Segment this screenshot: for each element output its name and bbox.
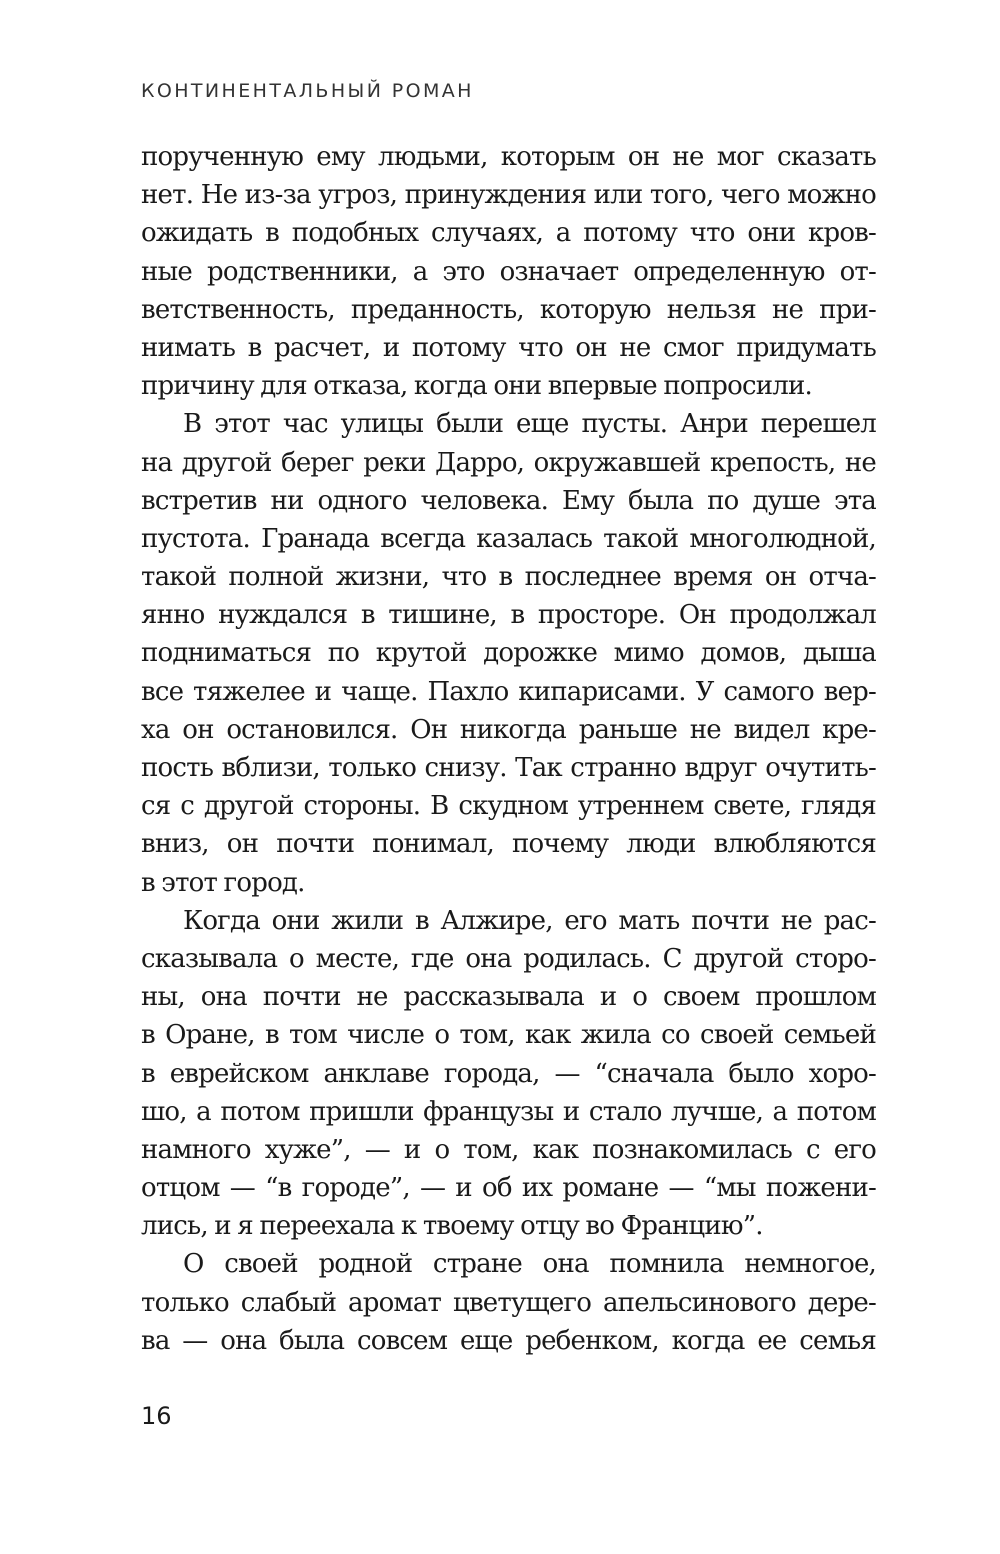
body-text xyxy=(141,138,876,1360)
text-line: встретив ни одного человека. Ему была по душе эта xyxy=(141,485,876,516)
text-line: такой полной жизни, что в последнее время он отча- xyxy=(141,562,876,593)
text-line: в этот город. xyxy=(141,867,305,898)
text-line: ва — она была совсем еще ребенком, когда ее семья xyxy=(141,1325,876,1356)
text-line: ны, она почти не рассказывала и о своем прошлом xyxy=(141,982,876,1013)
text-line: В этот час улицы были еще пусты. Анри перешел xyxy=(183,409,876,440)
text-line: ха он остановился. Он никогда раньше не видел кре- xyxy=(141,714,876,745)
text-line: пустота. Гранада всегда казалась такой многолюдной, xyxy=(141,523,876,554)
text-line: лись, и я переехала к твоему отцу во Францию”. xyxy=(141,1211,763,1242)
page-number: 16 xyxy=(141,1402,172,1430)
text-line: только слабый аромат цветущего апельсинового дере- xyxy=(141,1287,876,1318)
text-line: шо, а потом пришли французы и стало лучше, а потом xyxy=(141,1096,876,1127)
text-line: намного хуже”, — и о том, как познакомилась с его xyxy=(141,1134,876,1165)
text-line: порученную ему людьми, которым он не мог сказать xyxy=(141,142,876,172)
text-line: Когда они жили в Алжире, его мать почти не рас- xyxy=(183,905,876,936)
text-line: все тяжелее и чаще. Пахло кипарисами. У самого вер- xyxy=(141,676,876,707)
text-line: вниз, он почти понимал, почему люди влюбляются xyxy=(141,829,876,860)
text-line: ветственность, преданность, которую нельзя не при- xyxy=(141,294,876,325)
text-line: О своей родной стране она помнила немногое, xyxy=(183,1249,876,1280)
running-header: КОНТИНЕНТАЛЬНЫЙ РОМАН xyxy=(141,80,474,102)
text-line: янно нуждался в тишине, в просторе. Он продолжал xyxy=(141,600,876,631)
text-line: отцом — “в городе”, — и об их романе — “мы пожени- xyxy=(141,1173,876,1204)
text-line: на другой берег реки Дарро, окружавшей крепость, не xyxy=(141,447,876,478)
text-line: ожидать в подобных случаях, а потому что они кров- xyxy=(141,218,876,249)
text-line: сказывала о месте, где она родилась. С другой сторо- xyxy=(141,943,876,974)
text-line: нимать в расчет, и потому что он не смог придумать xyxy=(141,332,876,363)
text-line: ные родственники, а это означает определенную от- xyxy=(141,256,876,287)
text-line: в еврейском анклаве города, — “сначала было хоро- xyxy=(141,1058,876,1089)
text-line: ся с другой стороны. В скудном утреннем свете, глядя xyxy=(141,791,876,822)
text-line: нет. Не из-за угроз, принуждения или того, чего можно xyxy=(141,180,876,211)
text-line: подниматься по крутой дорожке мимо домов, дыша xyxy=(141,638,876,669)
text-line: пость вблизи, только снизу. Так странно вдруг очутить- xyxy=(141,753,876,783)
text-line: в Оране, в том числе о том, как жила со своей семьей xyxy=(141,1020,876,1051)
text-line: причину для отказа, когда они впервые попросили. xyxy=(141,371,812,402)
